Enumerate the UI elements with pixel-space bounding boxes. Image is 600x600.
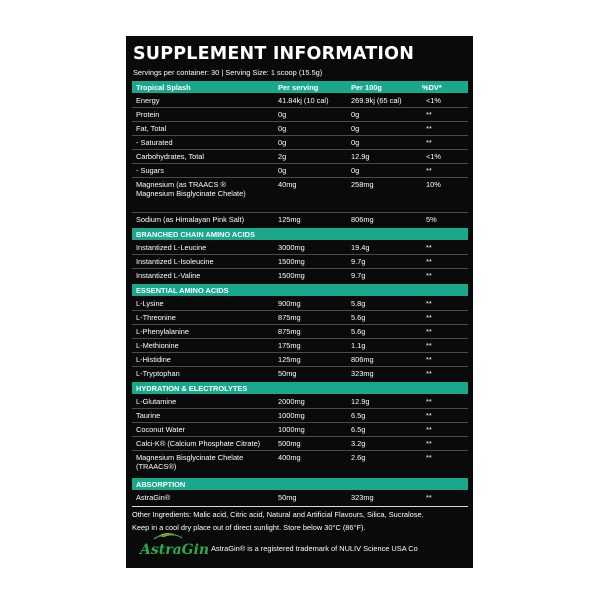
table-row <box>132 297 468 311</box>
row-per-100g: 0g <box>351 124 360 133</box>
row-dv: ** <box>426 166 432 175</box>
section-heading-eaa <box>132 284 468 296</box>
row-dv: ** <box>426 138 432 147</box>
section-heading-absorption <box>132 478 468 490</box>
row-per-serving: 0g <box>278 138 287 147</box>
row-dv: ** <box>426 271 432 280</box>
row-name: - Saturated <box>136 138 173 147</box>
table-row <box>132 491 468 504</box>
row-per-serving: 2000mg <box>278 397 305 406</box>
row-dv: ** <box>426 341 432 350</box>
table-row <box>132 136 468 150</box>
section-title: ABSORPTION <box>136 480 186 489</box>
row-dv: ** <box>426 327 432 336</box>
row-per-100g: 6.5g <box>351 411 366 420</box>
row-per-100g: 12.9g <box>351 397 370 406</box>
table-row <box>132 108 468 122</box>
header-product: Tropical Splash <box>136 83 191 92</box>
table-row <box>132 269 468 282</box>
row-name: L-Tryptophan <box>136 369 180 378</box>
row-dv: ** <box>426 425 432 434</box>
row-per-100g: 6.5g <box>351 425 366 434</box>
table-row <box>132 367 468 380</box>
row-name: L-Methionine <box>136 341 179 350</box>
row-dv: ** <box>426 411 432 420</box>
row-dv: ** <box>426 397 432 406</box>
row-name: Carbohydrates, Total <box>136 152 205 161</box>
row-per-serving: 175mg <box>278 341 301 350</box>
section-heading-bcaa <box>132 228 468 240</box>
row-dv: <1% <box>426 152 441 161</box>
row-per-100g: 5.6g <box>351 327 366 336</box>
row-name: Instantized L-Valine <box>136 271 201 280</box>
row-per-100g: 806mg <box>351 215 374 224</box>
row-per-serving: 0g <box>278 110 287 119</box>
row-dv: ** <box>426 369 432 378</box>
table-row <box>132 423 468 437</box>
row-per-100g: 0g <box>351 110 360 119</box>
row-name: L-Threonine <box>136 313 176 322</box>
row-per-100g: 0g <box>351 138 360 147</box>
row-name: L-Lysine <box>136 299 164 308</box>
row-per-serving: 0g <box>278 166 287 175</box>
row-name: Fat, Total <box>136 124 167 133</box>
row-per-serving: 875mg <box>278 313 301 322</box>
storage-instructions: Keep in a cool dry place out of direct sunlight. Store below 30°C (86°F). <box>132 523 366 532</box>
row-per-serving: 2g <box>278 152 287 161</box>
table-row <box>132 395 468 409</box>
table-row <box>132 451 468 477</box>
row-dv: ** <box>426 110 432 119</box>
table-row <box>132 164 468 178</box>
section-heading-hydration <box>132 382 468 394</box>
row-name: Magnesium Bisglycinate Chelate (TRAACS®) <box>136 453 244 472</box>
section-title: BRANCHED CHAIN AMINO ACIDS <box>136 230 255 239</box>
row-per-100g: 3.2g <box>351 439 366 448</box>
table-row <box>132 94 468 108</box>
row-dv: ** <box>426 453 432 462</box>
table-row <box>132 437 468 451</box>
panel-title: SUPPLEMENT INFORMATION <box>133 44 415 64</box>
row-per-100g: 5.6g <box>351 313 366 322</box>
row-dv: ** <box>426 299 432 308</box>
row-per-serving: 1500mg <box>278 271 305 280</box>
row-name: - Sugars <box>136 166 164 175</box>
row-per-serving: 875mg <box>278 327 301 336</box>
row-per-100g: 269.9kj (65 cal) <box>351 96 402 105</box>
row-name: L-Glutamine <box>136 397 177 406</box>
row-dv: ** <box>426 439 432 448</box>
row-dv: ** <box>426 257 432 266</box>
row-per-100g: 19.4g <box>351 243 370 252</box>
row-name: Instantized L-Isoleucine <box>136 257 214 266</box>
row-name: L-Phenylalanine <box>136 327 190 336</box>
row-per-serving: 900mg <box>278 299 301 308</box>
table-header <box>132 81 468 93</box>
section-title: HYDRATION & ELECTROLYTES <box>136 384 248 393</box>
table-row <box>132 213 468 227</box>
row-per-serving: 50mg <box>278 493 297 502</box>
row-per-100g: 323mg <box>351 493 374 502</box>
row-dv: ** <box>426 313 432 322</box>
row-per-100g: 1.1g <box>351 341 366 350</box>
row-per-100g: 12.9g <box>351 152 370 161</box>
row-per-serving: 0g <box>278 124 287 133</box>
row-name: Coconut Water <box>136 425 186 434</box>
row-dv: <1% <box>426 96 441 105</box>
table-row <box>132 255 468 269</box>
row-per-serving: 1500mg <box>278 257 305 266</box>
row-per-serving: 41.84kj (10 cal) <box>278 96 329 105</box>
row-per-100g: 806mg <box>351 355 374 364</box>
row-per-serving: 1000mg <box>278 411 305 420</box>
row-per-serving: 50mg <box>278 369 297 378</box>
row-per-serving: 400mg <box>278 453 301 462</box>
logo-wordmark: AstraGin <box>140 542 210 558</box>
table-row <box>132 311 468 325</box>
row-name: Protein <box>136 110 160 119</box>
table-row <box>132 339 468 353</box>
row-name: Sodium (as Himalayan Pink Salt) <box>136 215 245 224</box>
section-title: ESSENTIAL AMINO ACIDS <box>136 286 229 295</box>
header-per-serving: Per serving <box>278 83 319 92</box>
table-row <box>132 241 468 255</box>
row-dv: ** <box>426 124 432 133</box>
row-per-serving: 3000mg <box>278 243 305 252</box>
row-dv: ** <box>426 243 432 252</box>
astragin-logo <box>138 532 210 560</box>
divider <box>132 506 468 507</box>
row-per-serving: 125mg <box>278 355 301 364</box>
row-per-100g: 323mg <box>351 369 374 378</box>
row-per-100g: 9.7g <box>351 257 366 266</box>
row-dv: ** <box>426 355 432 364</box>
header-dv: %DV* <box>422 83 442 92</box>
row-per-serving: 500mg <box>278 439 301 448</box>
row-per-100g: 5.8g <box>351 299 366 308</box>
row-dv: 5% <box>426 215 437 224</box>
servings-line: Servings per container: 30 | Serving Size: 1 scoop (15.5g) <box>133 68 323 77</box>
row-name: Energy <box>136 96 160 105</box>
table-row <box>132 325 468 339</box>
row-name: Instantized L-Leucine <box>136 243 207 252</box>
row-per-serving: 125mg <box>278 215 301 224</box>
row-name: Taurine <box>136 411 161 420</box>
supplement-panel <box>126 36 473 568</box>
row-name: AstraGin® <box>136 493 171 502</box>
table-row <box>132 178 468 213</box>
header-per-100g: Per 100g <box>351 83 382 92</box>
row-dv: ** <box>426 493 432 502</box>
row-per-100g: 9.7g <box>351 271 366 280</box>
row-per-100g: 2.6g <box>351 453 366 462</box>
table-row <box>132 353 468 367</box>
table-row <box>132 150 468 164</box>
astragin-logo-mark <box>138 532 210 560</box>
row-name: Calci-K® (Calcium Phosphate Citrate) <box>136 439 261 448</box>
table-row <box>132 122 468 136</box>
row-name: Magnesium (as TRAACS ® Magnesium Bisglycinate Chelate) <box>136 180 246 199</box>
row-per-100g: 258mg <box>351 180 374 189</box>
row-per-serving: 40mg <box>278 180 297 189</box>
other-ingredients: Other Ingredients: Malic acid, Citric acid, Natural and Artificial Flavours, Silica, Sucralose. <box>132 510 424 519</box>
row-per-serving: 1000mg <box>278 425 305 434</box>
table-row <box>132 409 468 423</box>
row-name: L-Histidine <box>136 355 171 364</box>
row-dv: 10% <box>426 180 441 189</box>
trademark-note: AstraGin® is a registered trademark of NULIV Science USA Co <box>211 544 418 553</box>
row-per-100g: 0g <box>351 166 360 175</box>
